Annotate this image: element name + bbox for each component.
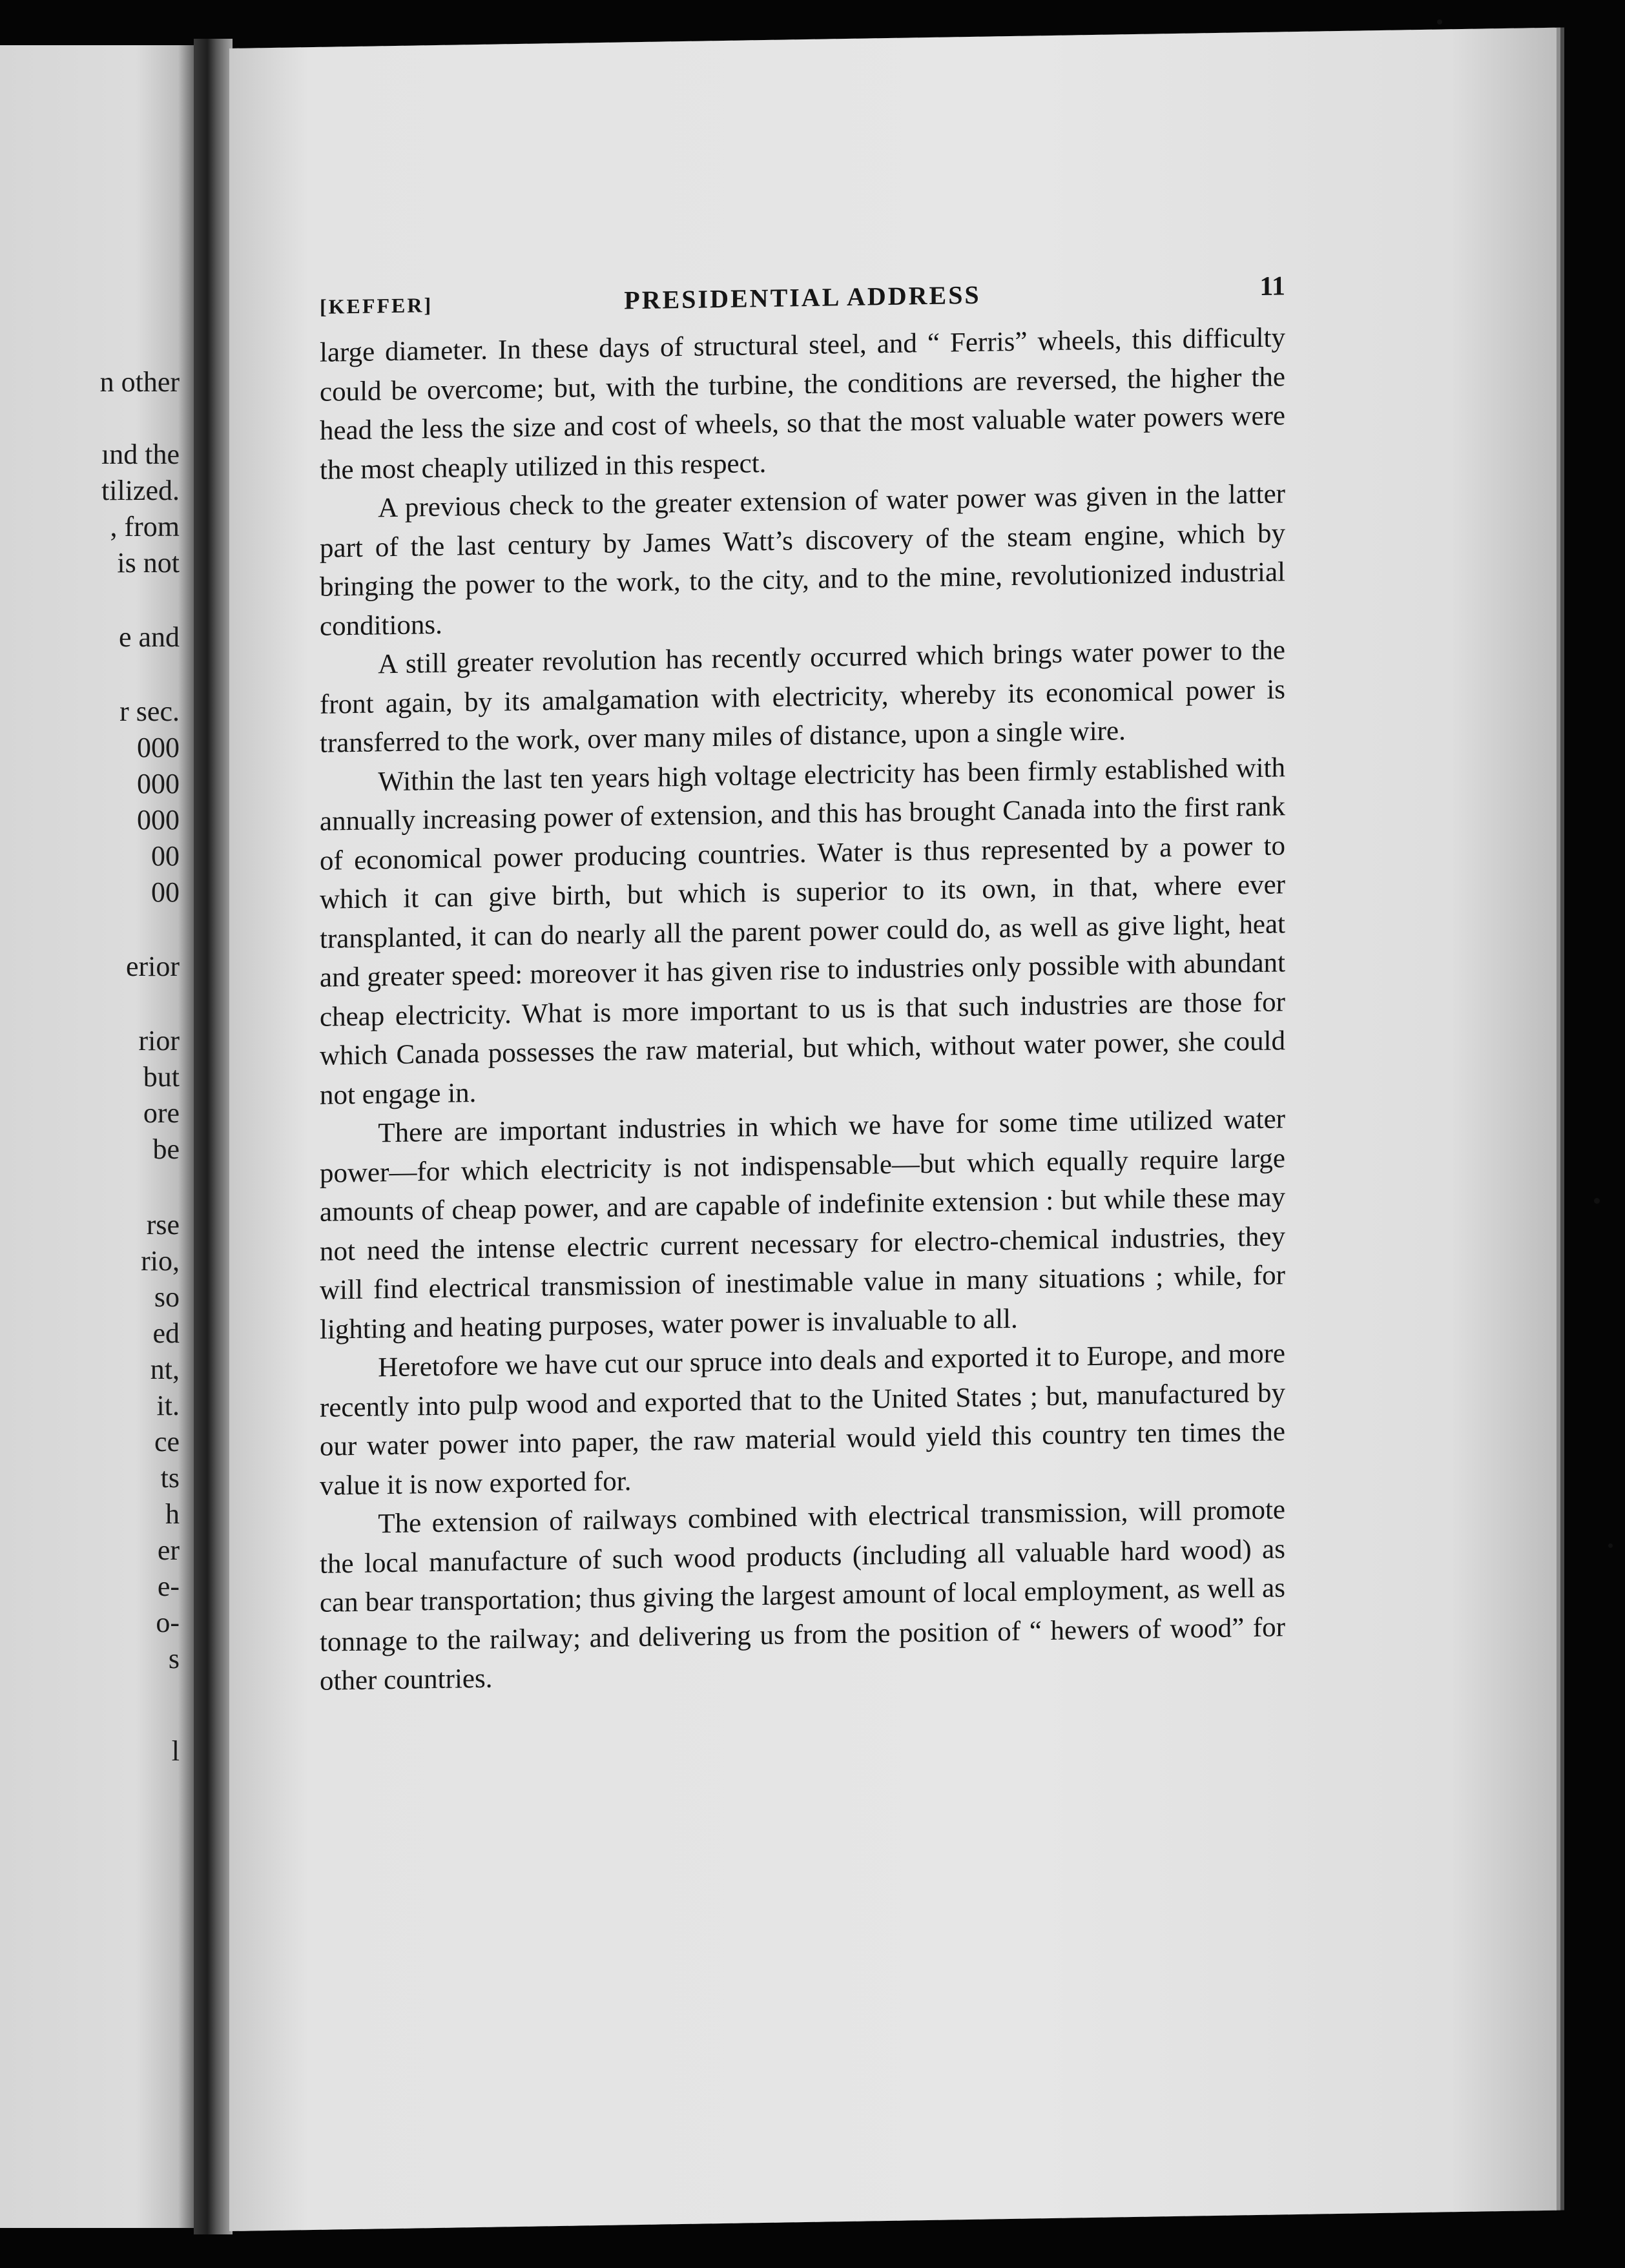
paragraph: The extension of railways combined with electrical transmission, will promote the local manufacture of such wood products (including all valuable hard wood) as can bear transportation; thus giving the largest amount of local employment, as well as tonnage to the railway; and delivering us from the position of “ hewers of wood” for other countries.	[320, 1494, 1285, 1696]
previous-page-text-fragments	[0, 45, 180, 2228]
fragment-line: ore	[143, 1097, 180, 1129]
paragraph: A previous check to the greater extension of water power was given in the latter part of the last century by James Watt’s discovery of the steam engine, which by bringing the power to the work, to the city, and to the mine, revolutionized industrial conditions.	[320, 479, 1285, 642]
fragment-line: 000	[137, 768, 180, 799]
dust-speck	[1594, 1198, 1600, 1204]
fragment-line: , from	[110, 511, 180, 542]
fragment-line: er	[157, 1534, 180, 1566]
fragment-line: 00	[151, 876, 180, 908]
fragment-line: but	[143, 1061, 180, 1093]
paragraph: A still greater revolution has recently occurred which brings water power to the front again, by its amalgamation with electricity, whereby its economical power is transferred to the work, over many miles of distance, upon a single wire.	[320, 635, 1285, 759]
page-11	[229, 28, 1557, 2231]
fragment-line: l	[171, 1735, 180, 1767]
fragment-line: ts	[160, 1462, 180, 1494]
fragment-line: rse	[146, 1209, 180, 1241]
paragraph: There are important industries in which we have for some time utilized water power—for which electricity is not indispensable—but which equally require large amounts of cheap power, and are capable of indefinite extension : but while these may not need the intense electric current necessary for electro-chemical industries, they will find electrical transmission of inestimable value in many situations ; while, for lighting and heating purposes, water power is invaluable to all.	[320, 1104, 1285, 1345]
fragment-line: ce	[154, 1426, 180, 1458]
fragment-line: o-	[156, 1607, 180, 1638]
fragment-line: rio,	[141, 1245, 180, 1277]
fragment-line: tilized.	[101, 475, 180, 506]
fragment-line: 000	[137, 732, 180, 763]
fragment-line: 000	[137, 804, 180, 836]
fragment-line: is not	[117, 547, 180, 579]
body-text	[320, 318, 1285, 1701]
fragment-line: 00	[151, 840, 180, 872]
fragment-line: h	[165, 1498, 180, 1530]
fragment-line: nt,	[150, 1354, 180, 1385]
book-binding-gutter	[194, 39, 233, 2234]
fragment-line: n other	[99, 366, 180, 398]
fragment-line: s	[168, 1643, 180, 1675]
fragment-line: so	[154, 1281, 180, 1313]
running-header	[320, 271, 1285, 324]
page-text-block	[320, 271, 1285, 1701]
fragment-line: ınd the	[101, 438, 180, 470]
fragment-line: be	[152, 1133, 180, 1165]
fragment-line: e-	[157, 1571, 180, 1602]
previous-page-edge	[0, 45, 194, 2228]
dust-speck	[1437, 19, 1442, 25]
fragment-line: r sec.	[119, 696, 180, 727]
fragment-line: e and	[118, 621, 180, 653]
paragraph: large diameter. In these days of structural steel, and “ Ferris” wheels, this difficulty could be overcome; but, with the turbine, the conditions are reversed, the higher the head the less the size and cost of wheels, so that the most valuable water powers were the most cheaply utilized in this respect.	[320, 322, 1285, 486]
author-tag: [KEFFER]	[320, 293, 433, 318]
page-number: 11	[1259, 271, 1285, 302]
page-title: PRESIDENTIAL ADDRESS	[624, 280, 981, 315]
fragment-line: rior	[138, 1025, 180, 1057]
paragraph: Heretofore we have cut our spruce into deals and exported it to Europe, and more recently into pulp wood and exported that to the United States ; but, manufactured by our water power into paper, the raw material would yield this country ten times the value it is now exported for.	[320, 1338, 1285, 1501]
dust-speck	[1608, 1543, 1613, 1548]
paragraph: Within the last ten years high voltage electricity has been firmly established with annually increasing power of extension, and this has brought Canada into the first rank of economical power producing countries. Water is thus represented by a power to which it can give birth, but which is superior to its own, in that, where ever transplanted, it can do nearly all the parent power could do, as well as give light, heat and greater speed: moreover it has given rise to industries only possible with abundant cheap electricity. What is more important to us is that such industries are those for which Canada possesses the raw material, but which, without water power, she could not engage in.	[320, 752, 1285, 1111]
fragment-line: it.	[156, 1390, 180, 1421]
fragment-line: ed	[152, 1317, 180, 1349]
fragment-line: erior	[125, 951, 180, 982]
